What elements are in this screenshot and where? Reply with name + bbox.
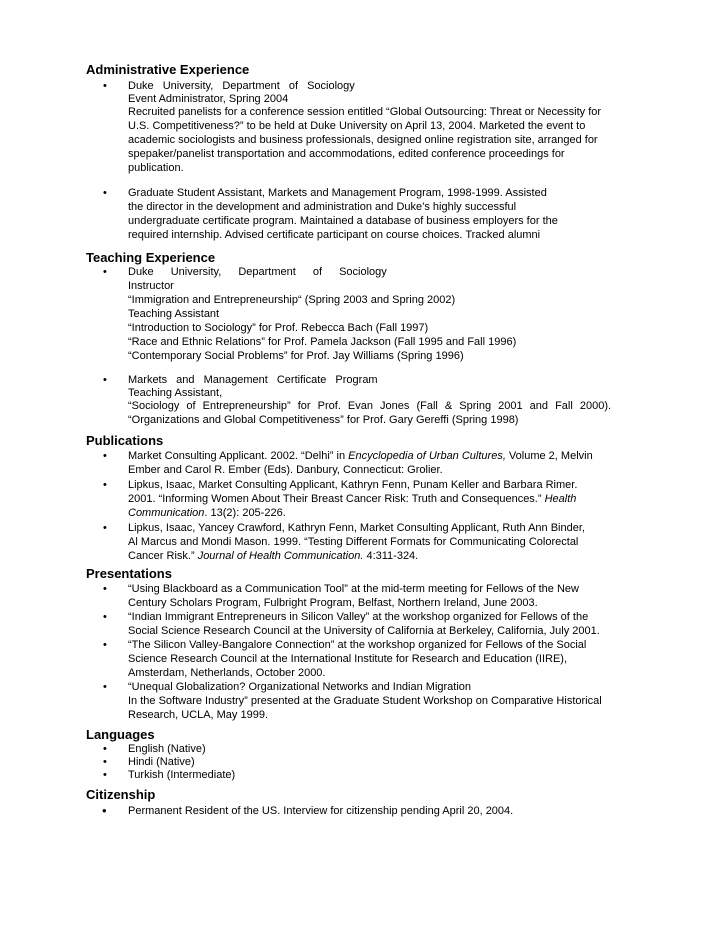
presentation-1-line-2: Century Scholars Program, Fulbright Program, Belfast, Northern Ireland, June 2003. bbox=[128, 597, 538, 609]
publication-2-line-1: Lipkus, Isaac, Market Consulting Applicant, Kathryn Fenn, Punam Keller and Barbara Rimer. bbox=[128, 479, 578, 491]
bullet: • bbox=[103, 639, 107, 651]
publication-2-journal-cont: Communication bbox=[128, 507, 205, 519]
teaching-item-1-line-1: Duke University, Department of Sociology bbox=[128, 266, 387, 278]
bullet: • bbox=[103, 479, 107, 491]
teaching-item-1-line-7: “Contemporary Social Problems” for Prof. Jay Williams (Spring 1996) bbox=[128, 350, 464, 362]
section-title-languages: Languages bbox=[86, 727, 155, 742]
presentation-3-line-1: “The Silicon Valley-Bangalore Connection” at the workshop organized for Fellows of the Social bbox=[128, 639, 587, 651]
bullet: • bbox=[103, 611, 107, 623]
teaching-item-1-line-3: “Immigration and Entrepreneurship“ (Spring 2003 and Spring 2002) bbox=[128, 294, 456, 306]
presentation-3-line-2: Science Research Council at the International Institute for Research and Education (IIRE), bbox=[128, 653, 568, 665]
citizenship-status: Permanent Resident of the US. Interview for citizenship pending April 20, 2004. bbox=[128, 805, 514, 817]
publication-2-text-b: . 13(2): 205-226. bbox=[204, 507, 286, 519]
admin-item-1-line-5: academic sociologists and business professionals, designed online registration site, arranged for bbox=[128, 134, 598, 146]
publication-1-line-2: Ember and Carol R. Ember (Eds). Danbury, Connecticut: Grolier. bbox=[128, 464, 443, 476]
bullet: • bbox=[103, 756, 107, 768]
teaching-item-1-line-6: “Race and Ethnic Relations” for Prof. Pamela Jackson (Fall 1995 and Fall 1996) bbox=[128, 336, 517, 348]
teaching-item-1-line-4: Teaching Assistant bbox=[128, 308, 220, 320]
publication-1-text-c: Volume 2, Melvin bbox=[505, 450, 593, 462]
publication-2-line-3 bbox=[128, 507, 286, 520]
presentation-4-line-1: “Unequal Globalization? Organizational Networks and Indian Migration bbox=[128, 681, 472, 693]
admin-item-2-line-3: undergraduate certificate program. Maintained a database of business employers for the bbox=[128, 215, 558, 227]
bullet: • bbox=[103, 522, 107, 534]
bullet: • bbox=[103, 187, 107, 199]
presentation-4-line-3: Research, UCLA, May 1999. bbox=[128, 709, 269, 721]
teaching-item-2-line-4: “Organizations and Global Competitiveness” for Prof. Gary Gereffi (Spring 1998) bbox=[128, 414, 519, 426]
bullet: • bbox=[103, 450, 107, 462]
publication-1-text-a: Market Consulting Applicant. 2002. “Delhi” in bbox=[128, 450, 349, 462]
publication-3-line-2: Al Marcus and Mondi Mason. 1999. “Testing Different Formats for Communicating Colorectal bbox=[128, 536, 579, 548]
bullet: • bbox=[102, 803, 107, 818]
publication-2-line-2 bbox=[128, 493, 576, 506]
admin-item-1-line-4: U.S. Competitiveness?” to be held at Duke University on April 13, 2004. Marketed the event to bbox=[128, 120, 586, 132]
admin-item-1-line-6: spepaker/panelist transportation and accommodations, edited conference proceedings for bbox=[128, 148, 565, 160]
section-title-citizenship: Citizenship bbox=[86, 787, 156, 802]
admin-item-2-line-4: required internship. Advised certificate participant on course choices. Tracked alumni bbox=[128, 229, 541, 241]
bullet: • bbox=[103, 374, 107, 386]
publication-3-line-1: Lipkus, Isaac, Yancey Crawford, Kathryn Fenn, Market Consulting Applicant, Ruth Ann Binder, bbox=[128, 522, 585, 534]
language-hindi: Hindi (Native) bbox=[128, 756, 195, 768]
bullet: • bbox=[103, 80, 107, 92]
teaching-item-2-line-2: Teaching Assistant, bbox=[128, 387, 223, 399]
bullet: • bbox=[103, 266, 107, 278]
presentation-2-line-1: “Indian Immigrant Entrepreneurs in Silicon Valley” at the workshop organized for Fellows of the bbox=[128, 611, 589, 623]
admin-item-2-line-2: the director in the development and administration and Duke’s highly successful bbox=[128, 201, 517, 213]
teaching-item-1-line-2: Instructor bbox=[128, 280, 174, 292]
publication-1-journal: Encyclopedia of Urban Cultures, bbox=[348, 450, 506, 462]
publication-3-journal: Journal of Health Communication. bbox=[197, 550, 364, 562]
section-title-teaching-experience: Teaching Experience bbox=[86, 250, 216, 265]
admin-item-1-line-7: publication. bbox=[128, 162, 184, 174]
publication-2-journal: Health bbox=[544, 493, 577, 505]
presentation-1-line-1: “Using Blackboard as a Communication Tool” at the mid-term meeting for Fellows of the New bbox=[128, 583, 579, 595]
admin-item-2-line-1: Graduate Student Assistant, Markets and Management Program, 1998-1999. Assisted bbox=[128, 187, 547, 199]
presentation-4-line-2: In the Software Industry” presented at the Graduate Student Workshop on Comparative Historical bbox=[128, 695, 602, 707]
bullet: • bbox=[103, 583, 107, 595]
bullet: • bbox=[103, 743, 107, 755]
admin-item-1-line-3: Recruited panelists for a conference session entitled “Global Outsourcing: Threat or Necessity for bbox=[128, 106, 602, 118]
bullet: • bbox=[103, 681, 107, 693]
teaching-item-1-line-5: “Introduction to Sociology” for Prof. Rebecca Bach (Fall 1997) bbox=[128, 322, 429, 334]
publication-3-text-c: 4:311-324. bbox=[363, 550, 419, 562]
teaching-item-2-line-3: “Sociology of Entrepreneurship” for Prof. Evan Jones (Fall & Spring 2001 and Fall 2000). bbox=[128, 400, 612, 412]
publication-2-text-a: 2001. “Informing Women About Their Breast Cancer Risk: Truth and Consequences.” bbox=[128, 493, 545, 505]
presentation-3-line-3: Amsterdam, Netherlands, October 2000. bbox=[128, 667, 326, 679]
admin-item-1-line-1: Duke University, Department of Sociology bbox=[128, 80, 355, 92]
publication-3-text-a: Cancer Risk.” bbox=[128, 550, 198, 562]
section-title-administrative-experience: Administrative Experience bbox=[86, 62, 250, 77]
admin-item-1-line-2: Event Administrator, Spring 2004 bbox=[128, 93, 289, 105]
presentation-2-line-2: Social Science Research Council at the University of California at Berkeley, California, July 2001. bbox=[128, 625, 600, 637]
publication-1-line-1 bbox=[128, 450, 593, 463]
language-english: English (Native) bbox=[128, 743, 206, 755]
teaching-item-2-line-1: Markets and Management Certificate Program bbox=[128, 374, 378, 386]
publication-3-line-3 bbox=[128, 550, 418, 563]
language-turkish: Turkish (Intermediate) bbox=[128, 769, 236, 781]
section-title-presentations: Presentations bbox=[86, 566, 172, 581]
bullet: • bbox=[103, 769, 107, 781]
section-title-publications: Publications bbox=[86, 433, 164, 448]
